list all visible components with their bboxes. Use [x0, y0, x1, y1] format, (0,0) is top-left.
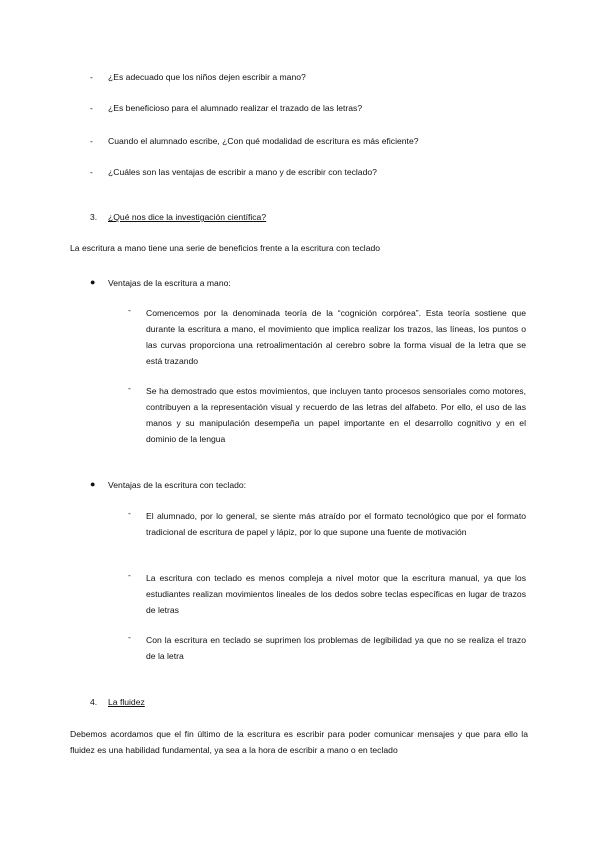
sub-item-text: Comencemos por la denominada teoría de la “cognición corpórea”. Esta teoría sostiene que durante la escritura a mano, el movimiento que implica realizar los trazos, las líneas, los puntos o las curvas proporciona una retroalimentación al cerebro sobre la forma visual de la letra que se está trazando: [146, 308, 526, 366]
question-text: ¿Cuáles son las ventajas de escribir a mano y de escribir con teclado?: [108, 167, 377, 177]
question-text: Cuando el alumnado escribe, ¿Con qué modalidad de escritura es más eficiente?: [108, 136, 419, 146]
intro-paragraph: La escritura a mano tiene una serie de beneficios frente a la escritura con teclado: [70, 243, 381, 253]
list-marker: -: [128, 383, 131, 393]
sub-item-text: Se ha demostrado que estos movimientos, que incluyen tanto procesos sensoriales como motores, contribuyen a la representación visual y recuerdo de las letras del alfabeto. Por ello, el uso de las manos y su manipulación desempeña un papel importante en el desarrollo cognitivo y en el dominio de la lengua: [146, 386, 526, 444]
sub-item-text: El alumnado, por lo general, se siente más atraído por el formato tecnológico que por el formato tradicional de escritura de papel y lápiz, por lo que supone una fuente de motivación: [146, 511, 526, 537]
sub-item-text: La escritura con teclado es menos compleja a nivel motor que la escritura manual, ya que los estudiantes realizan movimientos lineales de los dedos sobre teclas específicas en lugar de trazos de letras: [146, 573, 526, 615]
section-number: 3.: [90, 212, 98, 222]
bullet-label: Ventajas de la escritura con teclado:: [108, 480, 247, 490]
list-marker: -: [90, 167, 93, 177]
list-marker: -: [90, 72, 93, 82]
question-text: ¿Es adecuado que los niños dejen escribir a mano?: [108, 72, 306, 82]
list-marker: -: [90, 136, 93, 146]
bullet-label: Ventajas de la escritura a mano:: [108, 278, 231, 288]
list-marker: -: [128, 305, 131, 315]
bullet-marker: ●: [90, 277, 96, 287]
section-number: 4.: [90, 697, 98, 707]
bullet-marker: ●: [90, 479, 96, 489]
section-title: ¿Qué nos dice la investigación científica?: [108, 212, 267, 222]
fluency-paragraph: Debemos acordamos que el fin último de la escritura es escribir para poder comunicar mensajes y que para ello la fluidez es una habilidad fundamental, ya sea a la hora de escribir a mano o en teclado: [70, 729, 528, 755]
question-text: ¿Es beneficioso para el alumnado realizar el trazado de las letras?: [108, 103, 363, 113]
list-marker: -: [128, 632, 131, 642]
section-title: La fluidez: [108, 697, 145, 707]
list-marker: -: [128, 570, 131, 580]
list-marker: -: [128, 508, 131, 518]
sub-item-text: Con la escritura en teclado se suprimen los problemas de legibilidad ya que no se realiza el trazo de la letra: [146, 635, 526, 661]
list-marker: -: [90, 103, 93, 113]
